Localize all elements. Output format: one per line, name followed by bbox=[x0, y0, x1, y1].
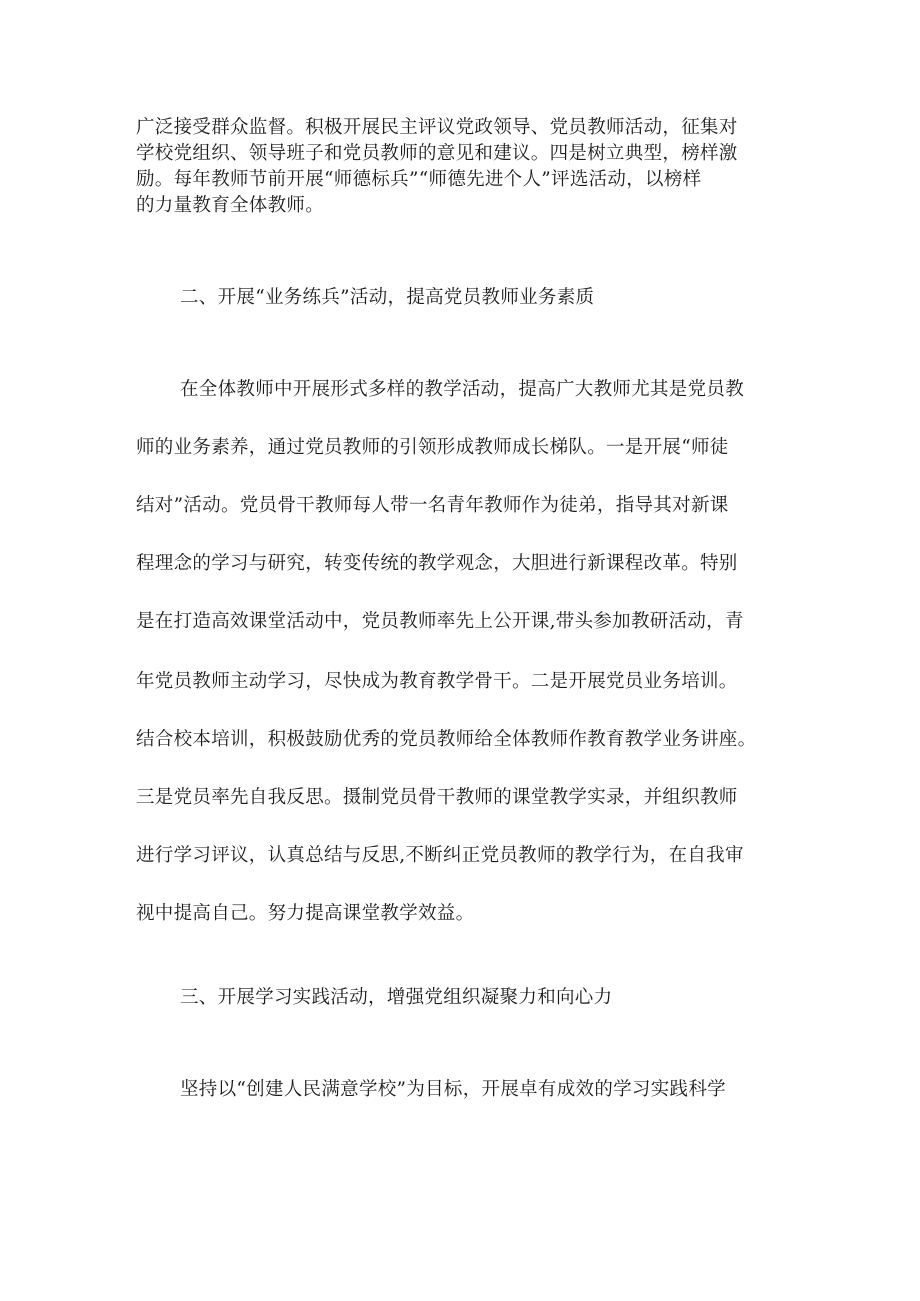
text-line: 结合校本培训，积极鼓励优秀的党员教师给全体教师作教育教学业务讲座。 bbox=[136, 729, 757, 750]
text-line: 年党员教师主动学习，尽快成为教育教学骨干。二是开展党员业务培训。 bbox=[136, 671, 738, 692]
text-line: 视中提高自己。努力提高课堂教学效益。 bbox=[136, 903, 475, 924]
text-line: 坚持以“创建人民满意学校”为目标，开展卓有成效的学习实践科学 bbox=[180, 1079, 726, 1100]
section-heading: 二、开展“业务练兵”活动，提高党员教师业务素质 bbox=[180, 287, 595, 308]
text-line: 在全体教师中开展形式多样的教学活动，提高广大教师尤其是党员教 bbox=[180, 379, 745, 400]
text-line: 是在打造高效课堂活动中，党员教师率先上公开课,带头参加教研活动，青 bbox=[136, 611, 744, 632]
text-line: 三是党员率先自我反思。摄制党员骨干教师的课堂教学实录，并组织教师 bbox=[136, 787, 738, 808]
text-line: 学校党组织、领导班子和党员教师的意见和建议。四是树立典型，榜样激 bbox=[136, 143, 738, 164]
text-line: 程理念的学习与研究，转变传统的教学观念，大胆进行新课程改革。特别 bbox=[136, 553, 738, 574]
section-heading: 三、开展学习实践活动，增强党组织凝聚力和向心力 bbox=[180, 987, 613, 1008]
text-line: 广泛接受群众监督。积极开展民主评议党政领导、党员教师活动，征集对 bbox=[136, 117, 738, 138]
text-line: 的力量教育全体教师。 bbox=[136, 195, 325, 216]
text-line: 励。每年教师节前开展“师德标兵”“师德先进个人”评选活动，以榜样 bbox=[136, 169, 702, 190]
text-line: 结对”活动。党员骨干教师每人带一名青年教师作为徒弟，指导其对新课 bbox=[136, 495, 729, 516]
text-line: 师的业务素养，通过党员教师的引领形成教师成长梯队。一是开展“师徒 bbox=[136, 437, 729, 458]
text-line: 进行学习评议，认真总结与反思,不断纠正党员教师的教学行为，在自我审 bbox=[136, 845, 744, 866]
